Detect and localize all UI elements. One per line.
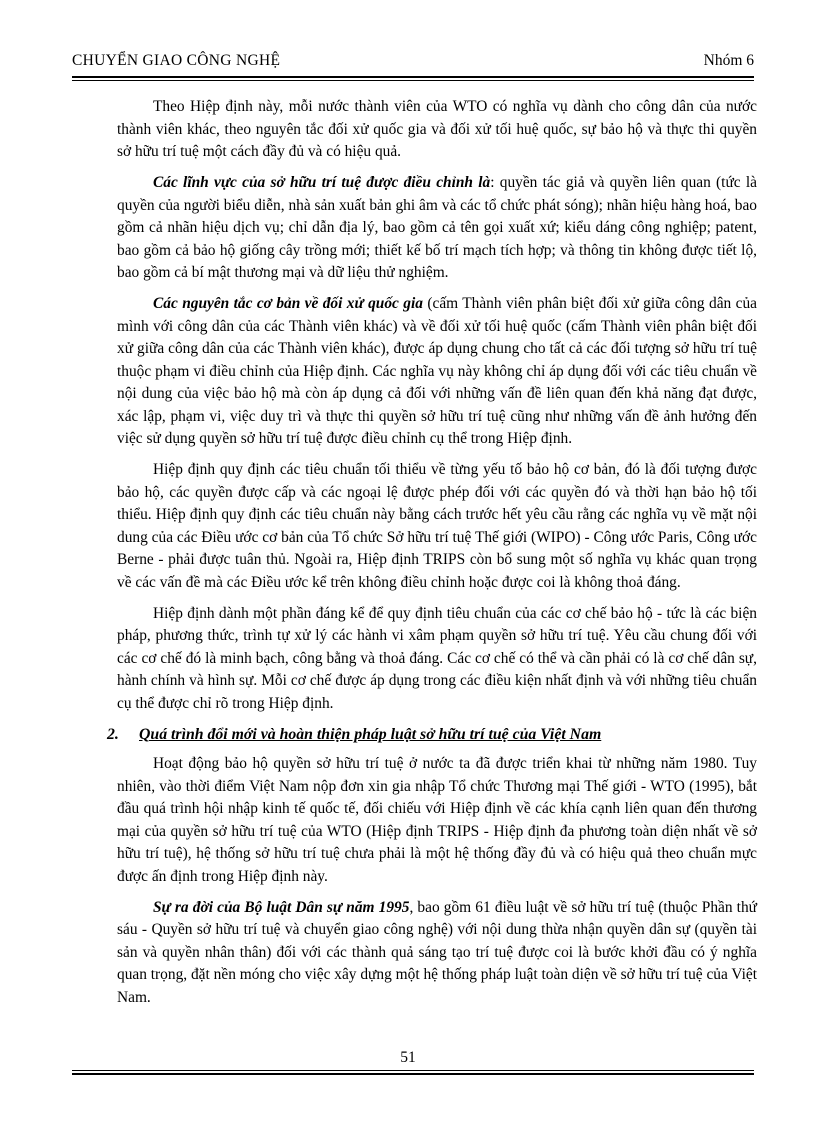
paragraph-5: Hiệp định dành một phần đáng kể để quy định tiêu chuẩn của các cơ chế bảo hộ - tức là các biện pháp, phương thức, trình tự xử lý các hành vi xâm phạm quyền sở hữu trí tuệ. Yêu cầu chung đối với các cơ chế đó là minh bạch, công bằng và thoả đáng. Các cơ chế có thể và cần phải có là cơ chế dân sự, hành chính và hình sự. Mỗi cơ chế được áp dụng trong các điều kiện nhất định và với những tiêu chuẩn cụ thể được chỉ rõ trong Hiệp định.: [117, 604, 757, 712]
header-group: Nhóm 6: [703, 52, 754, 69]
paragraph-3-text: (cấm Thành viên phân biệt đối xử giữa công dân của mình với công dân của các Thành viên khác) và về đối xử tối huệ quốc (cấm Thành viên phân biệt đối xử giữa công dân của các Thành viên khác), được áp dụng chung cho tất cả các đối tượng sở hữu trí tuệ thuộc phạm vi điều chỉnh của Hiệp định. Các nghĩa vụ này không chỉ áp dụng đối với các tiêu chuẩn về nội dung của việc bảo hộ mà còn áp dụng cả đối với những vấn đề liên quan đến khả năng đạt được, xác lập, phạm vi, việc duy trì và thực thi quyền sở hữu trí tuệ cũng như những vấn đề ảnh hưởng đến việc sử dụng quyền sở hữu trí tuệ được điều chỉnh cụ thể trong Hiệp định.: [117, 295, 757, 447]
section-heading: [107, 724, 757, 747]
paragraph-2-text: : quyền tác giả và quyền liên quan (tức là quyền của người biểu diễn, nhà sản xuất bản ghi âm và các tổ chức phát sóng); nhãn hiệu hàng hoá, bao gồm cả nhãn hiệu dịch vụ; chỉ dẫn địa lý, bao gồm cả tên gọi xuất xứ; kiểu dáng công nghiệp; patent, bao gồm cả bảo hộ giống cây trồng mới; thiết kế bố trí mạch tích hợp; và thông tin không được tiết lộ, bao gồm cả bí mật thương mại và dữ liệu thử nghiệm.: [117, 174, 757, 281]
paragraph-7-text: , bao gồm 61 điều luật về sở hữu trí tuệ (thuộc Phần thứ sáu - Quyền sở hữu trí tuệ và chuyển giao công nghệ) với nội dung thừa nhận quyền dân sự (quyền tài sản và quyền nhân thân) đối với các thành quả sáng tạo trí tuệ được coi là bước khởi đầu có ý nghĩa quan trọng, đặt nền móng cho việc xây dựng một hệ thống pháp luật toàn diện về sở hữu trí tuệ của Việt Nam.: [117, 898, 757, 1006]
footer-rule-thick: [72, 1073, 754, 1075]
page-body: [107, 96, 757, 1009]
paragraph-3-lead: Các nguyên tắc cơ bản về đối xử quốc gia: [153, 295, 423, 312]
page-header: [72, 52, 754, 76]
paragraph-1: Theo Hiệp định này, mỗi nước thành viên của WTO có nghĩa vụ dành cho công dân của nước thành viên khác, theo nguyên tắc đối xử quốc gia và đối xử tối huệ quốc, sự bảo hộ và thực thi quyền sở hữu trí tuệ một cách đầy đủ và có hiệu quả.: [117, 98, 757, 160]
paragraph-7: [117, 897, 757, 1010]
paragraph-6: Hoạt động bảo hộ quyền sở hữu trí tuệ ở nước ta đã được triển khai từ những năm 1980. Tuy nhiên, vào thời điểm Việt Nam nộp đơn xin gia nhập Tổ chức Thương mại Thế giới - WTO (1995), bắt đầu quá trình hội nhập kinh tế quốc tế, đối chiếu với Hiệp định về các khía cạnh liên quan đến thương mại của quyền sở hữu trí tuệ của WTO (Hiệp định TRIPS - Hiệp định đa phương toàn diện nhất về sở hữu trí tuệ), hệ thống sở hữu trí tuệ chưa phải là một hệ thống đầy đủ và có hiệu quả theo chuẩn mực được ấn định trong Hiệp định này.: [117, 755, 757, 885]
paragraph-7-lead: Sự ra đời của Bộ luật Dân sự năm 1995: [153, 898, 410, 916]
footer-rule-thin: [72, 1070, 754, 1071]
paragraph-3: [117, 293, 757, 451]
section-title: Quá trình đổi mới và hoàn thiện pháp luật sở hữu trí tuệ của Việt Nam: [139, 725, 602, 743]
paragraph-4: Hiệp định quy định các tiêu chuẩn tối thiểu về từng yếu tố bảo hộ cơ bản, đó là đối tượng được bảo hộ, các quyền được cấp và các ngoại lệ được phép đối với các quyền đó và thời hạn bảo hộ tối thiểu. Hiệp định quy định các tiêu chuẩn này bằng cách trước hết yêu cầu rằng các nghĩa vụ về mặt nội dung của các Điều ước cơ bản của Tổ chức Sở hữu trí tuệ Thế giới (WIPO) - Công ước Paris, Công ước Berne - phải được tuân thủ. Ngoài ra, Hiệp định TRIPS còn bổ sung một số nghĩa vụ khác quan trọng về các vấn đề mà các Điều ước kể trên không điều chỉnh hoặc được coi là không thoả đáng.: [117, 461, 757, 591]
section-number: 2.: [107, 725, 119, 743]
header-title: CHUYỂN GIAO CÔNG NGHỆ: [72, 52, 281, 69]
paragraph-2: [117, 172, 757, 285]
paragraph-2-lead: Các lĩnh vực của sở hữu trí tuệ được điều chỉnh là: [153, 174, 491, 191]
header-rule-thin: [72, 80, 754, 81]
header-rule-thick: [72, 76, 754, 78]
page-number: 51: [400, 1049, 416, 1066]
